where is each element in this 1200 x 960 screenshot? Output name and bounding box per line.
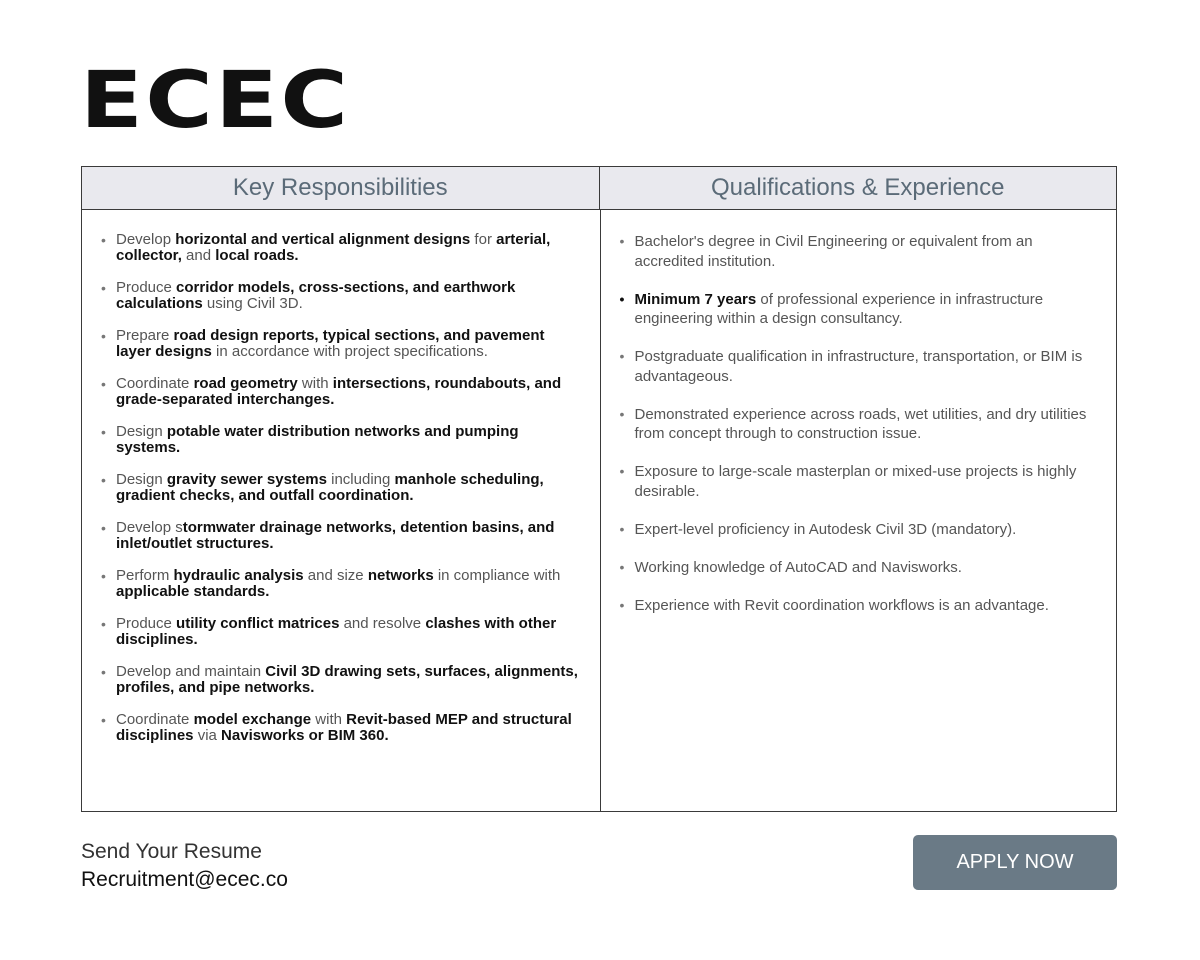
responsibility-item (98, 616, 582, 648)
item-text: using Civil 3D. (202, 295, 303, 312)
bullet-icon: • (619, 558, 625, 575)
bullet-icon: • (101, 424, 106, 440)
emphasized-text: clashes with other disciplines. (116, 615, 557, 648)
item-text: and (181, 247, 216, 264)
qualifications-column (601, 210, 1117, 811)
item-text: and size (303, 567, 368, 584)
responsibility-item (98, 712, 582, 744)
item-text: Bachelor's degree in Civil Engineering or equivalent from an accredited institution. (634, 233, 1033, 270)
item-text: and resolve (339, 615, 426, 632)
table-header (82, 167, 1116, 210)
item-text: Demonstrated experience across roads, wet utilities, and dry utilities from concept through to construction issue. (634, 405, 1087, 442)
company-logo: ECEC (80, 56, 351, 146)
bullet-icon: • (619, 233, 625, 249)
bullet-icon: • (619, 520, 625, 537)
bullet-icon: • (101, 328, 106, 344)
bullet-icon: • (101, 712, 106, 728)
item-text: Expert-level proficiency in Autodesk Civil 3D (mandatory). (634, 520, 1017, 538)
responsibility-item (98, 376, 582, 408)
item-text: including (326, 471, 395, 488)
bullet-icon: • (101, 520, 106, 536)
emphasized-text: potable water distribution networks and pumping systems. (116, 423, 519, 456)
responsibility-item (98, 472, 582, 504)
item-text: Develop (116, 231, 176, 248)
item-text: Develop s (116, 519, 183, 536)
responsibility-item (98, 664, 582, 696)
qualification-item (617, 290, 1101, 329)
qualification-item (617, 462, 1101, 501)
emphasized-text: networks (367, 567, 434, 584)
emphasized-text: Civil 3D drawing sets, surfaces, alignments, profiles, and pipe networks. (116, 663, 578, 696)
recruitment-email[interactable]: Recruitment@ecec.co (81, 868, 288, 891)
item-text: Exposure to large-scale masterplan or mixed-use projects is highly desirable. (634, 463, 1077, 500)
responsibilities-column (82, 210, 601, 811)
emphasized-text: manhole scheduling, gradient checks, and outfall coordination. (116, 471, 544, 504)
responsibility-item (98, 328, 582, 360)
item-text: Coordinate (116, 711, 194, 728)
emphasized-text: utility conflict matrices (176, 615, 340, 632)
emphasized-text: corridor models, cross-sections, and earthwork calculations (116, 279, 516, 312)
item-text: Design (116, 471, 167, 488)
bullet-icon: • (101, 472, 106, 488)
item-text: for (470, 231, 497, 248)
item-text: Perform (116, 567, 174, 584)
emphasized-text: road design reports, typical sections, and pavement layer designs (116, 327, 545, 360)
responsibility-item (98, 280, 582, 312)
emphasized-text: road geometry (193, 375, 298, 392)
qualification-item (617, 520, 1101, 540)
bullet-icon: • (619, 290, 625, 307)
item-text: Experience with Revit coordination workflows is an advantage. (634, 596, 1049, 614)
emphasized-text: horizontal and vertical alignment designs (175, 231, 471, 248)
qualification-item (617, 232, 1101, 271)
bullet-icon: • (101, 376, 106, 392)
responsibility-item (98, 424, 582, 456)
item-text: Postgraduate qualification in infrastructure, transportation, or BIM is advantageous. (634, 348, 1083, 385)
responsibility-item (98, 568, 582, 600)
send-resume-label: Send Your Resume (81, 840, 262, 863)
item-text: Produce (116, 615, 177, 632)
qualifications-heading: Qualifications & Experience (711, 174, 1005, 201)
emphasized-text: model exchange (193, 711, 312, 728)
item-text: Coordinate (116, 375, 194, 392)
qualification-item (617, 558, 1101, 578)
item-text: Prepare (116, 327, 174, 344)
item-text: in accordance with project specifications. (211, 343, 488, 360)
qualification-item (617, 405, 1101, 444)
item-text: with (311, 711, 347, 728)
emphasized-text: gravity sewer systems (166, 471, 327, 488)
item-text: of professional experience in infrastructure engineering within a design consultancy. (634, 290, 1044, 327)
responsibilities-list (98, 232, 582, 744)
qualifications-list (617, 232, 1101, 615)
item-text: Produce (116, 279, 177, 296)
emphasized-text: local roads. (215, 247, 299, 264)
job-details-table (81, 166, 1117, 812)
apply-now-button[interactable]: APPLY NOW (913, 835, 1117, 890)
item-text: Develop and maintain (116, 663, 266, 680)
emphasized-text: applicable standards. (116, 583, 270, 600)
emphasized-text: intersections, roundabouts, and grade-separated interchanges. (116, 375, 562, 408)
bullet-icon: • (101, 616, 106, 632)
bullet-icon: • (101, 664, 106, 680)
table-body (82, 210, 1116, 811)
bullet-icon: • (101, 232, 106, 248)
responsibility-item (98, 232, 582, 264)
responsibilities-heading: Key Responsibilities (82, 167, 600, 209)
responsibility-item (98, 520, 582, 552)
emphasized-text: Navisworks or BIM 360. (221, 727, 389, 744)
bullet-icon: • (619, 348, 625, 364)
item-text: with (297, 375, 333, 392)
emphasized-text: arterial, collector, (116, 231, 551, 264)
bullet-icon: • (101, 280, 106, 296)
emphasized-text: tormwater drainage networks, detention basins, and inlet/outlet structures. (116, 519, 555, 552)
item-text: via (193, 727, 222, 744)
bullet-icon: • (619, 596, 625, 613)
item-text: Design (116, 423, 167, 440)
item-text: in compliance with (433, 567, 561, 584)
bullet-icon: • (619, 405, 625, 422)
emphasized-text: hydraulic analysis (173, 567, 304, 584)
emphasized-text: Revit-based MEP and structural disciplines (116, 711, 572, 744)
qualification-item (617, 347, 1101, 386)
bullet-icon: • (101, 568, 106, 584)
qualification-item (617, 596, 1101, 616)
bullet-icon: • (619, 463, 625, 479)
emphasized-text: Minimum 7 years (634, 290, 757, 308)
item-text: Working knowledge of AutoCAD and Navisworks. (634, 558, 962, 576)
